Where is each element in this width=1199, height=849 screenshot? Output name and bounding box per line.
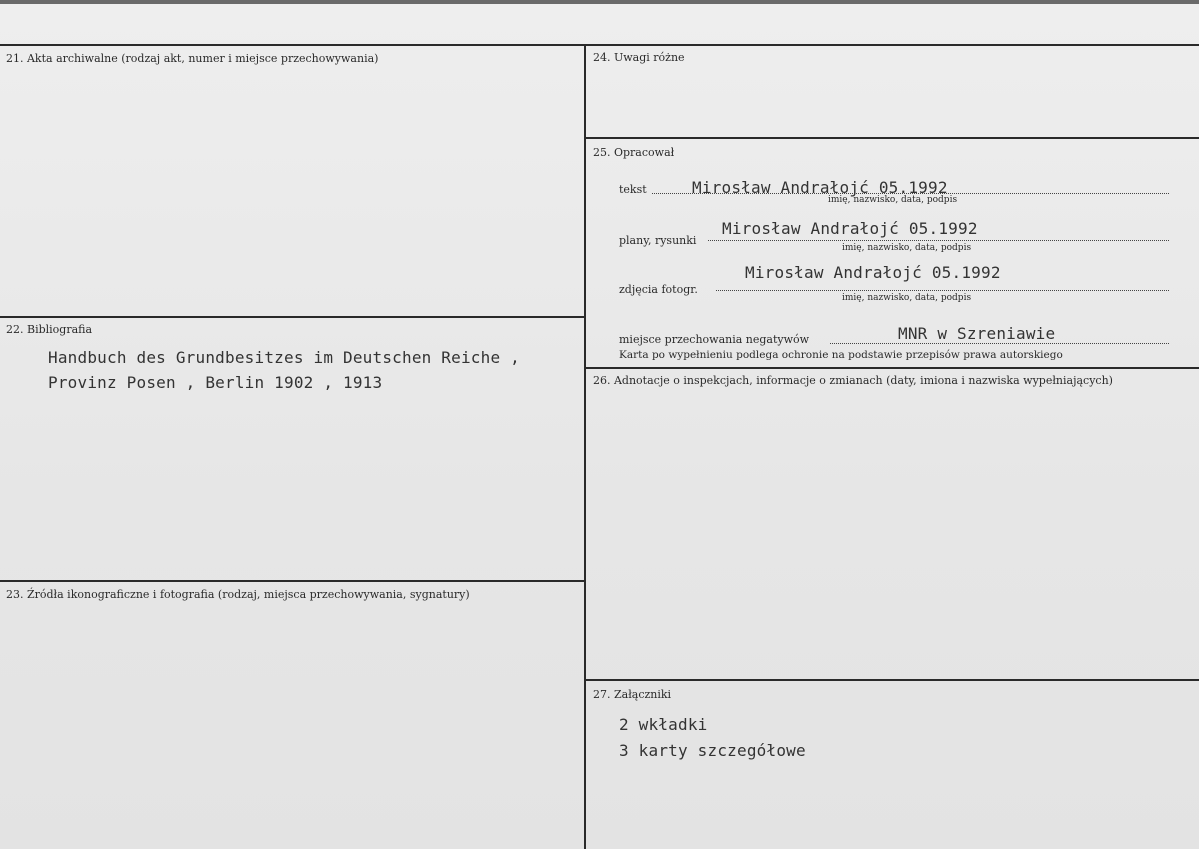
attachments-line-2: 3 karty szczegółowe (619, 741, 806, 760)
field-23-label: 23. Źródła ikonograficzne i fotografia (rodzaj, miejsca przechowywania, sygnatury) (6, 588, 470, 601)
zdjecia-caption: imię, nazwisko, data, podpis (842, 293, 972, 303)
plany-label: plany, rysunki (619, 234, 697, 247)
negatywy-label: miejsce przechowania negatywów (619, 333, 810, 346)
tekst-caption: imię, nazwisko, data, podpis (828, 195, 958, 205)
bibliography-line-1: Handbuch des Grundbesitzes im Deutschen Reiche , (48, 348, 520, 367)
attachments-line-1: 2 wkładki (619, 715, 708, 734)
plany-value: Mirosław Andrałojć 05.1992 (722, 219, 978, 238)
divider-21-22 (0, 316, 585, 318)
tekst-value: Mirosław Andrałojć 05.1992 (692, 178, 948, 197)
tekst-label: tekst (619, 183, 647, 196)
center-divider (584, 44, 586, 849)
plany-dotted-line (708, 240, 1169, 241)
bibliography-line-2: Provinz Posen , Berlin 1902 , 1913 (48, 373, 383, 392)
field-22-label: 22. Bibliografia (6, 323, 93, 336)
form-top-border (0, 44, 1199, 46)
field-27-label: 27. Załączniki (593, 688, 672, 701)
zdjecia-value: Mirosław Andrałojć 05.1992 (745, 263, 1001, 282)
divider-24-25 (585, 137, 1199, 139)
divider-25-26 (585, 367, 1199, 369)
divider-26-27 (585, 679, 1199, 681)
negatywy-value: MNR w Szreniawie (898, 324, 1056, 343)
field-26-label: 26. Adnotacje o inspekcjach, informacje o zmianach (daty, imiona i nazwiska wypełniających) (593, 374, 1113, 387)
field-25-label: 25. Opracował (593, 146, 675, 159)
divider-22-23 (0, 580, 585, 582)
field-21-label: 21. Akta archiwalne (rodzaj akt, numer i miejsce przechowywania) (6, 52, 379, 65)
plany-caption: imię, nazwisko, data, podpis (842, 243, 972, 253)
zdjecia-label: zdjęcia fotogr. (619, 283, 698, 296)
copyright-note: Karta po wypełnieniu podlega ochronie na podstawie przepisów prawa autorskiego (619, 349, 1063, 361)
zdjecia-dotted-line (716, 290, 1169, 291)
top-edge-line (0, 0, 1199, 4)
field-24-label: 24. Uwagi różne (593, 51, 685, 64)
